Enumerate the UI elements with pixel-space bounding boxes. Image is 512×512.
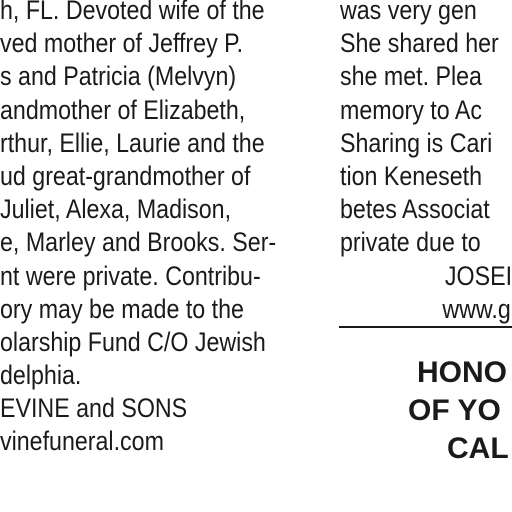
- banner-line-1: HONO: [417, 356, 507, 389]
- funeral-home-name-right: JOSEI: [444, 260, 512, 291]
- funeral-home-website-right: www.g: [442, 293, 511, 324]
- obit-right-line-7: betes Associat: [340, 194, 490, 225]
- obit-left-line-9: nt were private. Contribu-: [0, 260, 261, 291]
- obit-right-line-2: She shared her: [340, 28, 499, 59]
- obit-left-line-6: ud great-grandmother of: [0, 160, 251, 191]
- obit-right-line-4: memory to Ac: [340, 94, 482, 125]
- obit-left-line-1: h, FL. Devoted wife of the: [0, 0, 265, 25]
- obit-right-line-1: was very gen: [340, 0, 477, 25]
- obit-left-line-5: rthur, Ellie, Laurie and the: [0, 127, 265, 158]
- funeral-home-name: EVINE and SONS: [0, 393, 188, 424]
- obit-left-line-7: Juliet, Alexa, Madison,: [0, 194, 232, 225]
- obituary-column-right: [340, 0, 512, 326]
- obit-left-line-11: olarship Fund C/O Jewish: [0, 326, 266, 357]
- obit-right-line-6: tion Keneseth: [340, 160, 483, 191]
- column-divider-rule: [339, 326, 512, 328]
- banner-line-2: OF YO: [408, 394, 501, 427]
- obit-right-line-8: private due to: [340, 227, 481, 258]
- obit-left-line-8: e, Marley and Brooks. Ser-: [0, 227, 277, 258]
- obit-left-line-3: s and Patricia (Melvyn): [0, 61, 237, 92]
- obit-left-line-4: andmother of Elizabeth,: [0, 94, 246, 125]
- obit-right-line-3: she met. Plea: [340, 61, 482, 92]
- obit-left-line-2: ved mother of Jeffrey P.: [0, 28, 244, 59]
- banner-line-3: CAL: [447, 432, 509, 465]
- obit-right-line-5: Sharing is Cari: [340, 127, 493, 158]
- obit-left-line-12: delphia.: [0, 360, 82, 391]
- obit-left-line-10: ory may be made to the: [0, 293, 244, 324]
- obituary-column-left: [0, 0, 276, 459]
- funeral-home-website: vinefuneral.com: [0, 426, 164, 457]
